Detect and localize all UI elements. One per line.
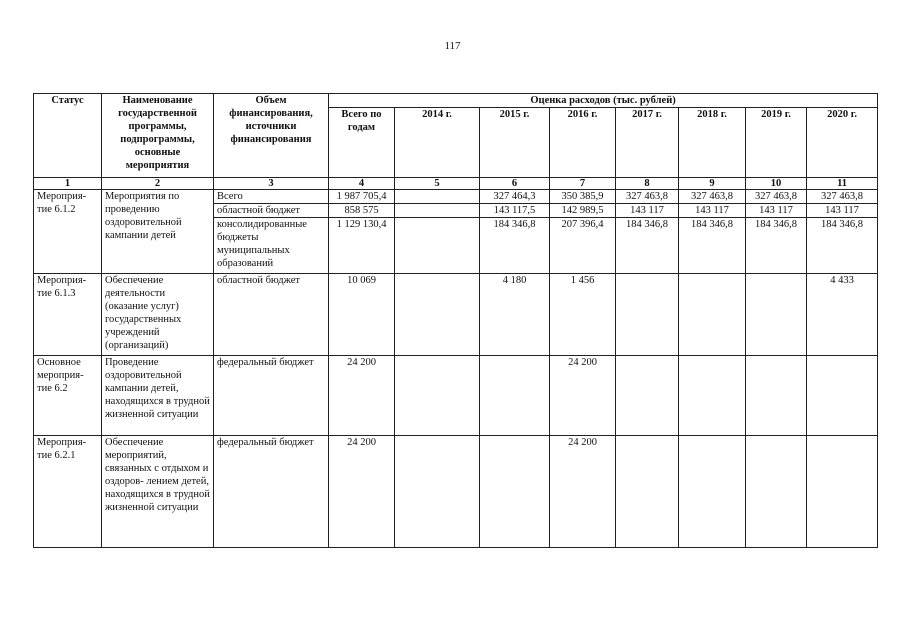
amount-cell: 327 464,3 (480, 190, 550, 204)
funding-source-cell: областной бюджет (214, 204, 329, 218)
program-name-cell: Обеспечение мероприятий, связанных с отдыхом и оздоров- лением детей, находящихся в трудной жизненной ситуации (102, 436, 214, 548)
funding-source-cell: федеральный бюджет (214, 356, 329, 436)
header-name: Наименование государственной программы, подпрограммы, основные мероприятия (102, 94, 214, 178)
header-volume: Объем финансирования, источники финансирования (214, 94, 329, 178)
column-number: 10 (746, 178, 807, 190)
amount-cell: 184 346,8 (746, 218, 807, 274)
status-cell: Основное мероприя- тие 6.2 (34, 356, 102, 436)
funding-source-cell: областной бюджет (214, 274, 329, 356)
column-number: 3 (214, 178, 329, 190)
amount-cell: 1 456 (550, 274, 616, 356)
header-estimate: Оценка расходов (тыс. рублей) (329, 94, 878, 108)
column-number: 9 (679, 178, 746, 190)
header-total: Всего по годам (329, 108, 395, 178)
amount-cell: 327 463,8 (807, 190, 878, 204)
amount-cell: 143 117 (746, 204, 807, 218)
amount-cell: 1 129 130,4 (329, 218, 395, 274)
amount-cell (746, 356, 807, 436)
amount-cell (395, 190, 480, 204)
funding-source-cell: Всего (214, 190, 329, 204)
amount-cell: 207 396,4 (550, 218, 616, 274)
header-2019: 2019 г. (746, 108, 807, 178)
amount-cell: 184 346,8 (616, 218, 679, 274)
program-name-cell: Обеспечение деятельности (оказание услуг) государственных учреждений (организаций) (102, 274, 214, 356)
amount-cell: 184 346,8 (679, 218, 746, 274)
amount-cell (395, 436, 480, 548)
amount-cell: 327 463,8 (616, 190, 679, 204)
amount-cell: 327 463,8 (746, 190, 807, 204)
amount-cell: 184 346,8 (807, 218, 878, 274)
program-name-cell: Мероприятия по проведению оздоровительной кампании детей (102, 190, 214, 274)
amount-cell: 350 385,9 (550, 190, 616, 204)
header-2015: 2015 г. (480, 108, 550, 178)
column-number: 7 (550, 178, 616, 190)
column-number: 4 (329, 178, 395, 190)
table-row (34, 190, 878, 204)
amount-cell (616, 436, 679, 548)
amount-cell: 24 200 (329, 356, 395, 436)
expenditure-table (33, 93, 878, 548)
header-status: Статус (34, 94, 102, 178)
amount-cell (395, 218, 480, 274)
column-number: 1 (34, 178, 102, 190)
amount-cell: 24 200 (550, 436, 616, 548)
column-number: 5 (395, 178, 480, 190)
amount-cell (480, 436, 550, 548)
amount-cell (395, 204, 480, 218)
amount-cell: 4 180 (480, 274, 550, 356)
amount-cell: 24 200 (329, 436, 395, 548)
amount-cell: 1 987 705,4 (329, 190, 395, 204)
amount-cell (746, 436, 807, 548)
column-number-row (34, 178, 878, 190)
status-cell: Мероприя- тие 6.1.3 (34, 274, 102, 356)
amount-cell (746, 274, 807, 356)
page-number: 117 (444, 40, 461, 52)
column-number: 11 (807, 178, 878, 190)
amount-cell (679, 356, 746, 436)
amount-cell (480, 356, 550, 436)
amount-cell: 10 069 (329, 274, 395, 356)
header-2014: 2014 г. (395, 108, 480, 178)
header-2018: 2018 г. (679, 108, 746, 178)
amount-cell: 143 117 (679, 204, 746, 218)
amount-cell: 184 346,8 (480, 218, 550, 274)
amount-cell: 858 575 (329, 204, 395, 218)
funding-source-cell: консолидированные бюджеты муниципальных образований (214, 218, 329, 274)
header-2017: 2017 г. (616, 108, 679, 178)
amount-cell (679, 274, 746, 356)
amount-cell: 4 433 (807, 274, 878, 356)
status-cell: Мероприя- тие 6.2.1 (34, 436, 102, 548)
amount-cell: 143 117,5 (480, 204, 550, 218)
amount-cell (807, 356, 878, 436)
amount-cell (395, 274, 480, 356)
amount-cell: 24 200 (550, 356, 616, 436)
funding-source-cell: федеральный бюджет (214, 436, 329, 548)
table-row (34, 274, 878, 356)
amount-cell (679, 436, 746, 548)
program-name-cell: Проведение оздоровительной кампании детей, находящихся в трудной жизненной ситуации (102, 356, 214, 436)
table-row (34, 356, 878, 436)
amount-cell (616, 356, 679, 436)
amount-cell (616, 274, 679, 356)
amount-cell (395, 356, 480, 436)
column-number: 2 (102, 178, 214, 190)
amount-cell: 142 989,5 (550, 204, 616, 218)
column-number: 8 (616, 178, 679, 190)
amount-cell: 143 117 (807, 204, 878, 218)
header-2016: 2016 г. (550, 108, 616, 178)
amount-cell (807, 436, 878, 548)
column-number: 6 (480, 178, 550, 190)
header-2020: 2020 г. (807, 108, 878, 178)
status-cell: Мероприя- тие 6.1.2 (34, 190, 102, 274)
table-row (34, 436, 878, 548)
amount-cell: 143 117 (616, 204, 679, 218)
amount-cell: 327 463,8 (679, 190, 746, 204)
